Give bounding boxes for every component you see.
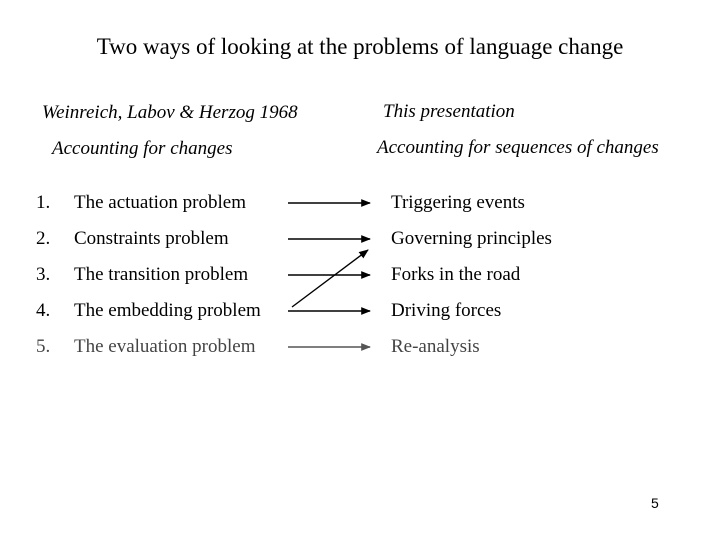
right-item-forks-in-the-road: Forks in the road [391,264,521,285]
left-item-actuation: The actuation problem [74,192,246,213]
item-number-3: 3. [36,264,51,285]
left-column-subheader: Accounting for changes [52,138,233,159]
left-column-header: Weinreich, Labov & Herzog 1968 [42,102,298,123]
right-item-driving-forces: Driving forces [391,300,502,321]
right-column-header: This presentation [383,101,515,122]
item-number-2: 2. [36,228,51,249]
right-column-subheader: Accounting for sequences of changes [377,137,659,158]
right-item-re-analysis: Re-analysis [391,336,480,357]
left-item-embedding: The embedding problem [74,300,261,321]
right-item-triggering-events: Triggering events [391,192,525,213]
item-number-4: 4. [36,300,51,321]
arrow-transition-to-governing-diagonal [292,250,368,307]
slide-title: Two ways of looking at the problems of language change [96,34,624,59]
page-number: 5 [651,495,659,511]
left-item-evaluation: The evaluation problem [74,336,256,357]
item-number-5: 5. [36,336,51,357]
right-item-governing-principles: Governing principles [391,228,552,249]
left-item-transition: The transition problem [74,264,249,285]
item-number-1: 1. [36,192,51,213]
left-item-constraints: Constraints problem [74,228,229,249]
